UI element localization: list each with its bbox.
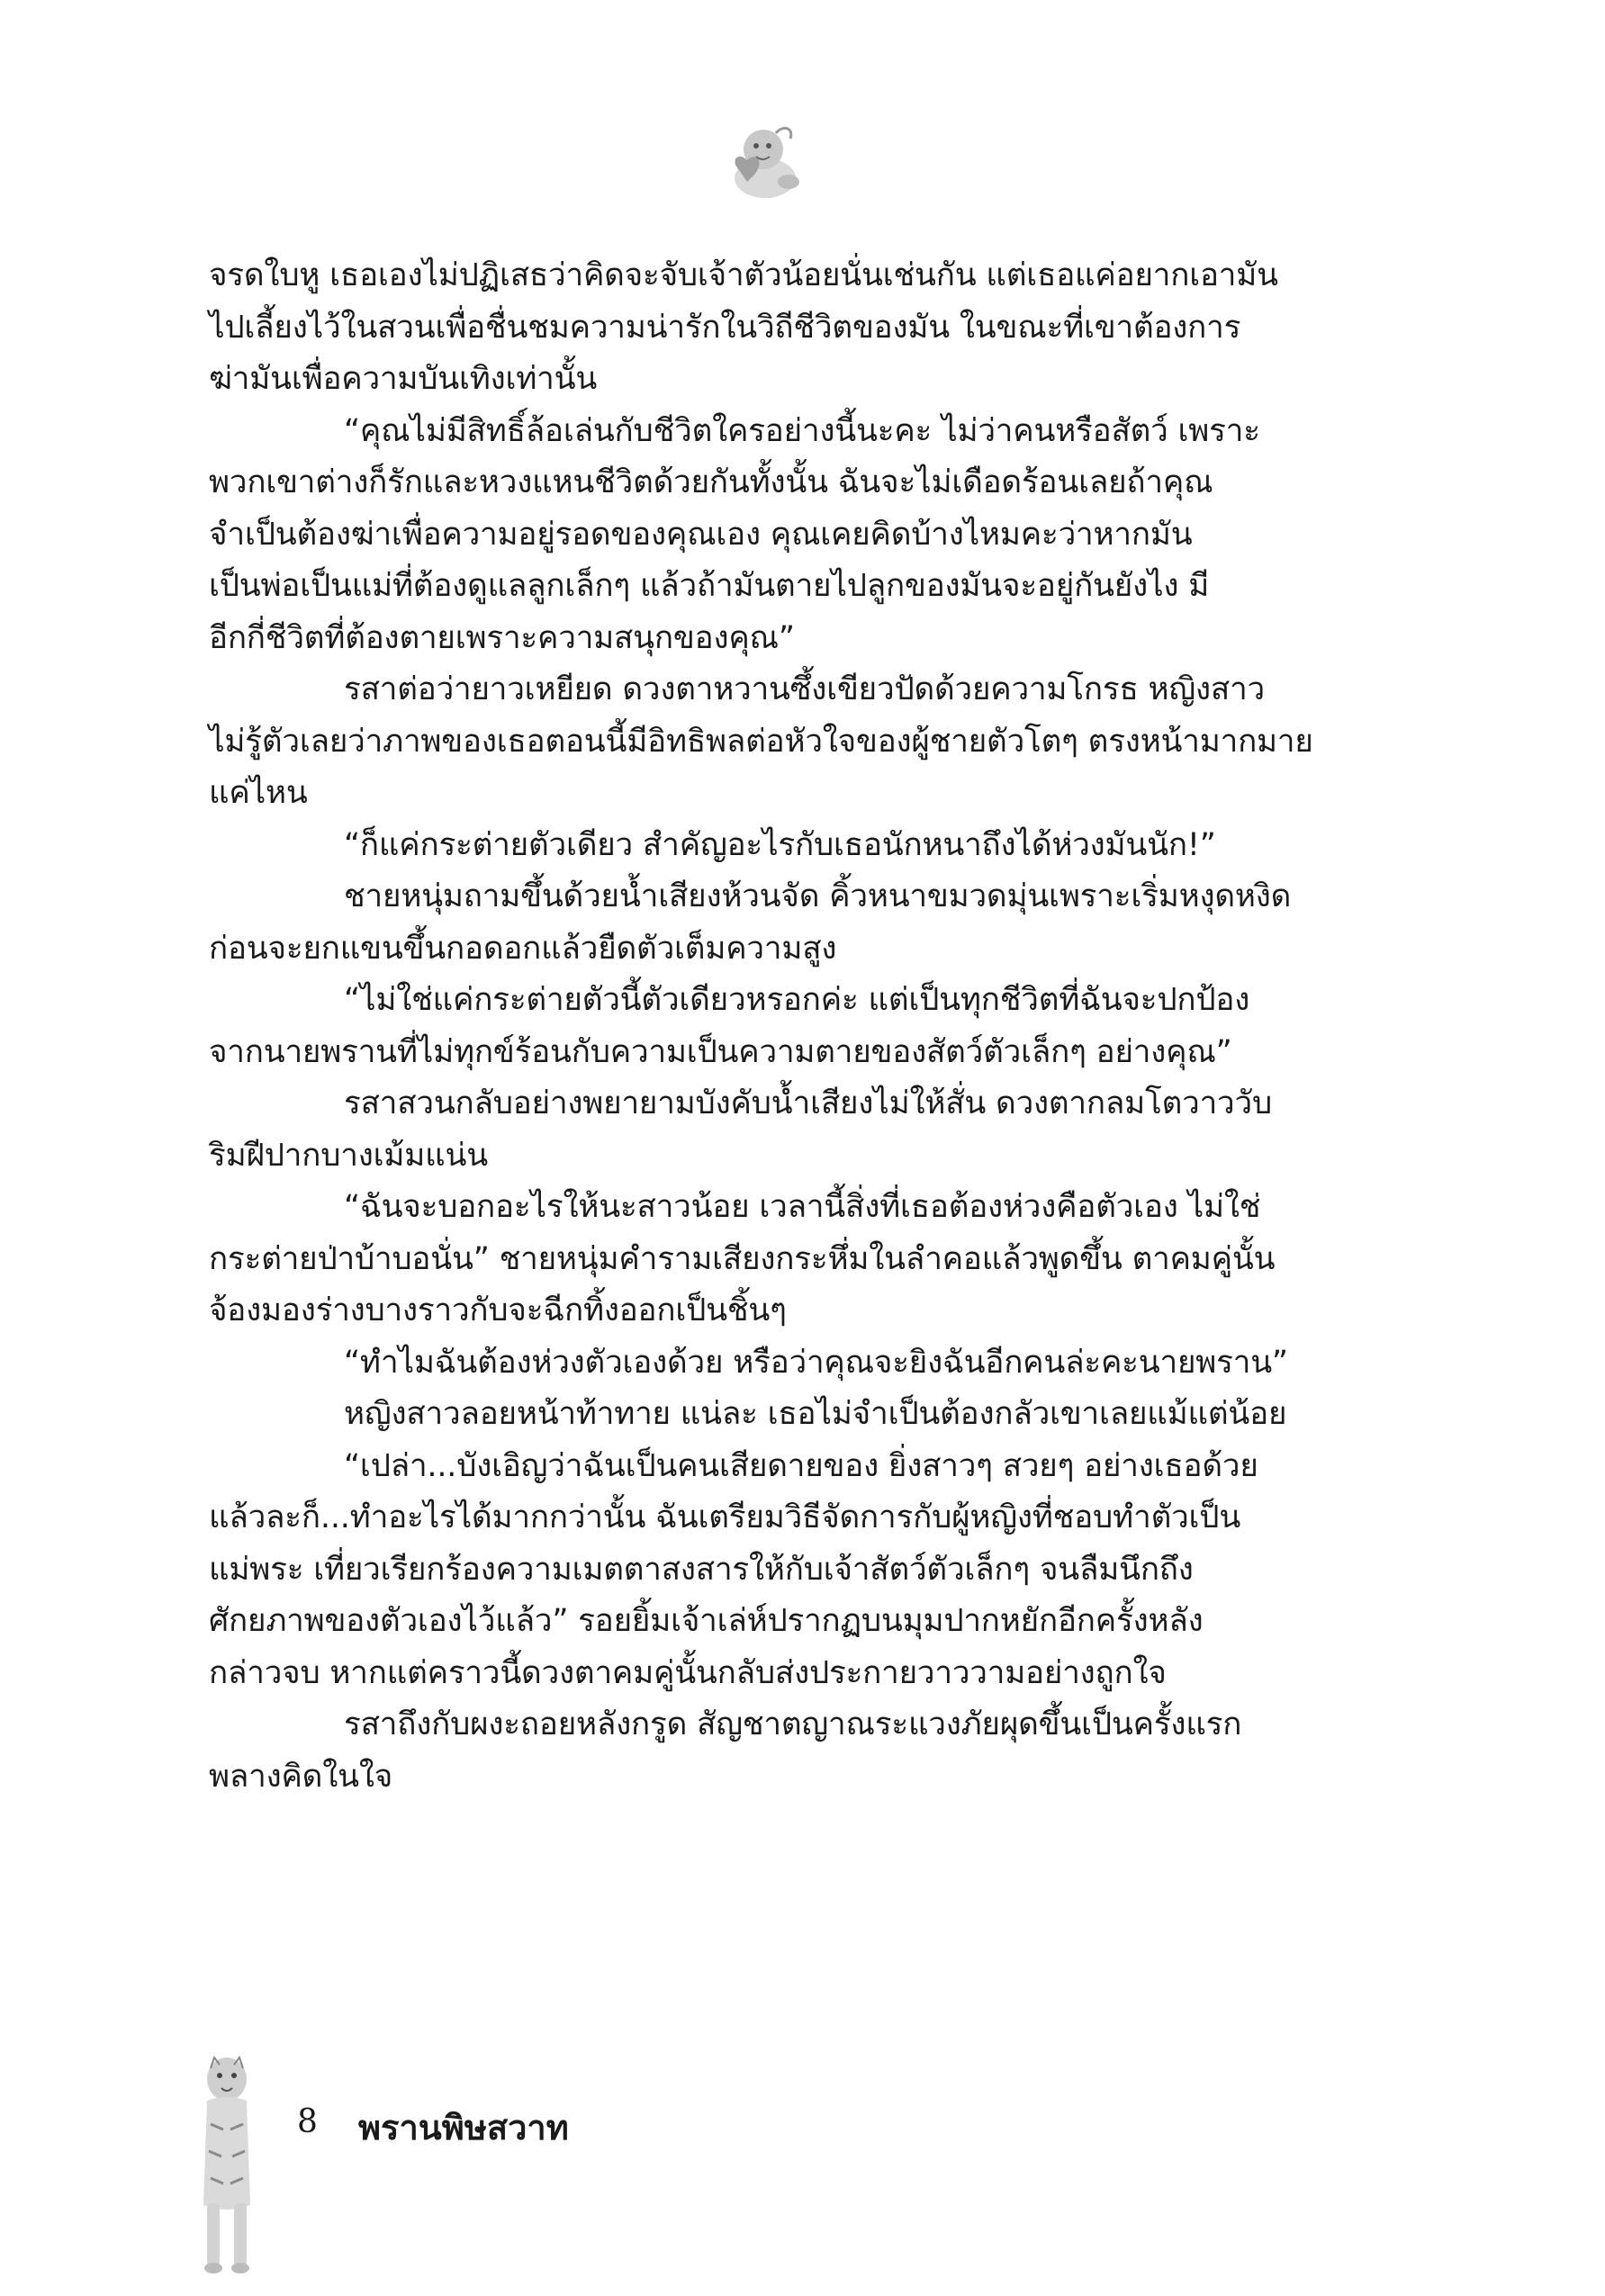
paragraph-first-line: รสาสวนกลับอย่างพยายามบังคับน้ำเสียงไม่ให้สั่น ดวงตากลมโตวาววับ	[344, 1085, 1272, 1121]
page-body-text	[209, 250, 1334, 1803]
paragraph-first-line: “คุณไม่มีสิทธิ์ล้อเล่นกับชีวิตใครอย่างนี้นะคะ ไม่ว่าคนหรือสัตว์ เพราะ	[344, 412, 1260, 449]
text-line: จำเป็นต้องฆ่าเพื่อความอยู่รอดของคุณเอง คุณเคยคิดบ้างไหมคะว่าหากมัน	[209, 516, 1193, 553]
text-line: ริมฝีปากบางเม้มแน่น	[209, 1137, 488, 1174]
tiger-icon	[191, 2052, 263, 2277]
text-line: ศักยภาพของตัวเองไว้แล้ว” รอยยิ้มเจ้าเล่ห์ปรากฏบนมุมปากหยักอีกครั้งหลัง	[209, 1603, 1204, 1639]
text-line: แล้วละก็...ทำอะไรได้มากกว่านั้น ฉันเตรียมวิธีจัดการกับผู้หญิงที่ชอบทำตัวเป็น	[209, 1499, 1241, 1535]
text-line: ก่อนจะยกแขนขึ้นกอดอกแล้วยืดตัวเต็มความสูง	[209, 930, 837, 967]
paragraph-first-line: หญิงสาวลอยหน้าท้าทาย แน่ละ เธอไม่จำเป็นต้องกลัวเขาเลยแม้แต่น้อย	[344, 1396, 1287, 1432]
text-line: พวกเขาต่างก็รักและหวงแหนชีวิตด้วยกันทั้งนั้น ฉันจะไม่เดือดร้อนเลยถ้าคุณ	[209, 464, 1213, 500]
text-line: เป็นพ่อเป็นแม่ที่ต้องดูแลลูกเล็กๆ แล้วถ้ามันตายไปลูกของมันจะอยู่กันยังไง มี	[209, 568, 1210, 604]
text-line: ไม่รู้ตัวเลยว่าภาพของเธอตอนนี้มีอิทธิพลต่อหัวใจของผู้ชายตัวโตๆ ตรงหน้ามากมาย	[209, 723, 1313, 760]
text-line: จรดใบหู เธอเองไม่ปฏิเสธว่าคิดจะจับเจ้าตัวน้อยนั่นเช่นกัน แต่เธอแค่อยากเอามัน	[209, 257, 1278, 293]
paragraph-first-line: ชายหนุ่มถามขึ้นด้วยน้ำเสียงห้วนจัด คิ้วหนาขมวดมุ่นเพราะเริ่มหงุดหงิด	[344, 878, 1292, 914]
text-line: อีกกี่ชีวิตที่ต้องตายเพราะความสนุกของคุณ”	[209, 619, 795, 656]
text-line: จ้องมองร่างบางราวกับจะฉีกทิ้งออกเป็นชิ้นๆ	[209, 1292, 787, 1328]
text-line: แม่พระ เที่ยวเรียกร้องความเมตตาสงสารให้กับเจ้าสัตว์ตัวเล็กๆ จนลืมนึกถึง	[209, 1551, 1194, 1588]
paragraph-first-line: “ไม่ใช่แค่กระต่ายตัวนี้ตัวเดียวหรอกค่ะ แต่เป็นทุกชีวิตที่ฉันจะปกป้อง	[344, 982, 1250, 1018]
paragraph-first-line: “ก็แค่กระต่ายตัวเดียว สำคัญอะไรกับเธอนักหนาถึงได้ห่วงมันนัก!”	[344, 826, 1216, 863]
text-line: แค่ไหน	[209, 775, 308, 811]
text-line: ฆ่ามันเพื่อความบันเทิงเท่านั้น	[209, 361, 598, 397]
text-line: กล่าวจบ หากแต่คราวนี้ดวงตาคมคู่นั้นกลับส่งประกายวาววามอย่างถูกใจ	[209, 1654, 1167, 1691]
text-line: พลางคิดในใจ	[209, 1758, 393, 1795]
paragraph-first-line: รสาถึงกับผงะถอยหลังกรูด สัญชาตญาณระแวงภัยผุดขึ้นเป็นครั้งแรก	[344, 1706, 1242, 1742]
book-title: พรานพิษสวาท	[358, 2108, 569, 2147]
text-line: ไปเลี้ยงไว้ในสวนเพื่อชื่นชมความน่ารักในวิถีชีวิตของมัน ในขณะที่เขาต้องการ	[209, 309, 1241, 346]
paragraph-first-line: “ทำไมฉันต้องห่วงตัวเองด้วย หรือว่าคุณจะยิงฉันอีกคนล่ะคะนายพราน”	[344, 1344, 1288, 1381]
cherub-with-heart-icon	[720, 115, 810, 205]
paragraph-first-line: “เปล่า...บังเอิญว่าฉันเป็นคนเสียดายของ ยิ่งสาวๆ สวยๆ อย่างเธอด้วย	[344, 1447, 1258, 1484]
page-number: 8	[297, 2103, 318, 2140]
paragraph-first-line: รสาต่อว่ายาวเหยียด ดวงตาหวานซึ้งเขียวปัดด้วยความโกรธ หญิงสาว	[344, 671, 1266, 707]
paragraph-first-line: “ฉันจะบอกอะไรให้นะสาวน้อย เวลานี้สิ่งที่เธอต้องห่วงคือตัวเอง ไม่ใช่	[344, 1189, 1261, 1225]
text-line: จากนายพรานที่ไม่ทุกข์ร้อนกับความเป็นความตายของสัตว์ตัวเล็กๆ อย่างคุณ”	[209, 1033, 1232, 1070]
text-line: กระต่ายป่าบ้าบอนั่น” ชายหนุ่มคำรามเสียงกระหึ่มในลำคอแล้วพูดขึ้น ตาคมคู่นั้น	[209, 1240, 1276, 1277]
